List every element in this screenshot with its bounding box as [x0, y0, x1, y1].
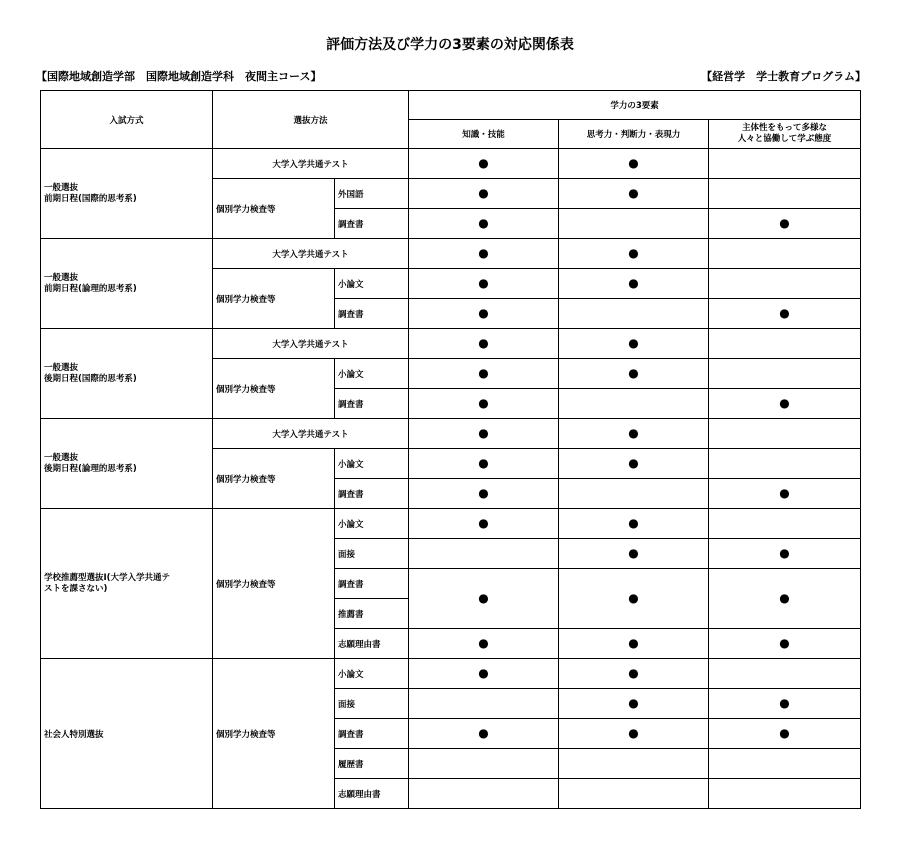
- method-cell: [41, 419, 213, 509]
- dot-mark: ●: [478, 336, 489, 350]
- table-row: [41, 149, 861, 179]
- dot-mark: ●: [628, 336, 639, 350]
- table-row: [41, 509, 861, 539]
- dot-mark: ●: [478, 306, 489, 320]
- faculty-heading: [36, 68, 321, 84]
- dot-mark: ●: [779, 636, 790, 650]
- dot-mark: ●: [779, 306, 790, 320]
- dot-mark: ●: [628, 276, 639, 290]
- item-cell: 推薦書: [335, 599, 409, 629]
- dot-mark: ●: [478, 726, 489, 740]
- program-heading: 【経営学 学士教育プログラム】: [701, 70, 866, 83]
- dot-mark: ●: [628, 246, 639, 260]
- common-test-cell: 大学入学共通テスト: [213, 329, 409, 359]
- faculty-heading-text: 【国際地域創造学部 国際地域創造学科: [36, 70, 245, 83]
- dot-mark: ●: [628, 186, 639, 200]
- dot-mark: ●: [478, 216, 489, 230]
- col-header-thinking: 思考力・判断力・表現力: [559, 120, 709, 149]
- individual-test-cell: 個別学力検査等: [213, 179, 335, 239]
- dot-mark: ●: [779, 396, 790, 410]
- dot-mark: ●: [478, 636, 489, 650]
- method-line-2: 前期日程(国際的思考系): [44, 193, 137, 204]
- col-header-elements: 学力の3要素: [409, 91, 861, 120]
- dot-mark: ●: [628, 726, 639, 740]
- dot-mark: ●: [779, 546, 790, 560]
- item-cell: 面接: [335, 689, 409, 719]
- dot-mark: ●: [628, 516, 639, 530]
- dot-mark: ●: [779, 591, 790, 605]
- method-line-1: 一般選抜: [44, 182, 79, 193]
- course-heading-text: 夜間主コース】: [245, 70, 322, 83]
- page-title: 評価方法及び学力の3要素の対応関係表: [326, 37, 574, 53]
- item-cell: 小論文: [335, 449, 409, 479]
- individual-test-cell: 個別学力検査等: [213, 509, 335, 659]
- item-cell: 志願理由書: [335, 779, 409, 809]
- common-test-cell: 大学入学共通テスト: [213, 239, 409, 269]
- table-row: [41, 329, 861, 359]
- method-line-1: 一般選抜: [44, 362, 79, 373]
- method-line-2: 後期日程(論理的思考系): [44, 463, 137, 474]
- col-header-method: 入試方式: [41, 91, 213, 149]
- table-row: [41, 419, 861, 449]
- method-cell: [41, 239, 213, 329]
- common-test-cell: 大学入学共通テスト: [213, 419, 409, 449]
- dot-mark: ●: [478, 366, 489, 380]
- dot-mark: ●: [478, 246, 489, 260]
- dot-mark: ●: [478, 186, 489, 200]
- item-cell: 小論文: [335, 659, 409, 689]
- dot-mark: ●: [628, 366, 639, 380]
- dot-mark: ●: [779, 486, 790, 500]
- method-cell: 社会人特別選抜: [41, 659, 213, 809]
- method-cell: [41, 509, 213, 659]
- correspondence-table: [40, 90, 861, 809]
- method-line-2: 後期日程(国際的思考系): [44, 373, 137, 384]
- dot-mark: ●: [628, 636, 639, 650]
- table-row: [41, 239, 861, 269]
- method-line-2: 前期日程(論理的思考系): [44, 283, 137, 294]
- item-cell: 小論文: [335, 509, 409, 539]
- item-cell: 調査書: [335, 569, 409, 599]
- item-cell: 調査書: [335, 479, 409, 509]
- table-row: [41, 659, 861, 689]
- col-header-selection: 選抜方法: [213, 91, 409, 149]
- dot-mark: ●: [628, 426, 639, 440]
- method-line-1: 学校推薦型選抜Ⅰ(大学入学共通テ: [44, 572, 171, 583]
- dot-mark: ●: [628, 546, 639, 560]
- item-cell: 調査書: [335, 299, 409, 329]
- col-header-knowledge: 知識・技能: [409, 120, 559, 149]
- item-cell: 志願理由書: [335, 629, 409, 659]
- dot-mark: ●: [628, 666, 639, 680]
- method-line-1: 一般選抜: [44, 452, 79, 463]
- method-line-1: 一般選抜: [44, 272, 79, 283]
- dot-mark: ●: [628, 696, 639, 710]
- attitude-line-2: 人々と協働して学ぶ態度: [737, 134, 832, 144]
- dot-mark: ●: [478, 276, 489, 290]
- dot-mark: ●: [478, 396, 489, 410]
- item-cell: 履歴書: [335, 749, 409, 779]
- individual-test-cell: 個別学力検査等: [213, 449, 335, 509]
- item-cell: 外国語: [335, 179, 409, 209]
- item-cell: 小論文: [335, 359, 409, 389]
- dot-mark: ●: [478, 486, 489, 500]
- dot-mark: ●: [628, 156, 639, 170]
- method-cell: [41, 149, 213, 239]
- dot-mark: ●: [478, 516, 489, 530]
- item-cell: 調査書: [335, 719, 409, 749]
- item-cell: 面接: [335, 539, 409, 569]
- item-cell: 小論文: [335, 269, 409, 299]
- dot-mark: ●: [628, 591, 639, 605]
- header-row: [41, 91, 861, 120]
- dot-mark: ●: [478, 456, 489, 470]
- item-cell: 調査書: [335, 209, 409, 239]
- dot-mark: ●: [478, 426, 489, 440]
- method-line-2: ストを課さない): [44, 583, 108, 594]
- item-cell: 調査書: [335, 389, 409, 419]
- dot-mark: ●: [779, 696, 790, 710]
- individual-test-cell: 個別学力検査等: [213, 659, 335, 809]
- dot-mark: ●: [478, 156, 489, 170]
- dot-mark: ●: [628, 456, 639, 470]
- dot-mark: ●: [478, 591, 489, 605]
- dot-mark: ●: [779, 216, 790, 230]
- dot-mark: ●: [478, 666, 489, 680]
- individual-test-cell: 個別学力検査等: [213, 269, 335, 329]
- col-header-attitude: [709, 120, 861, 149]
- method-cell: [41, 329, 213, 419]
- dot-mark: ●: [779, 726, 790, 740]
- common-test-cell: 大学入学共通テスト: [213, 149, 409, 179]
- individual-test-cell: 個別学力検査等: [213, 359, 335, 419]
- attitude-line-1: 主体性をもって多様な: [742, 123, 828, 134]
